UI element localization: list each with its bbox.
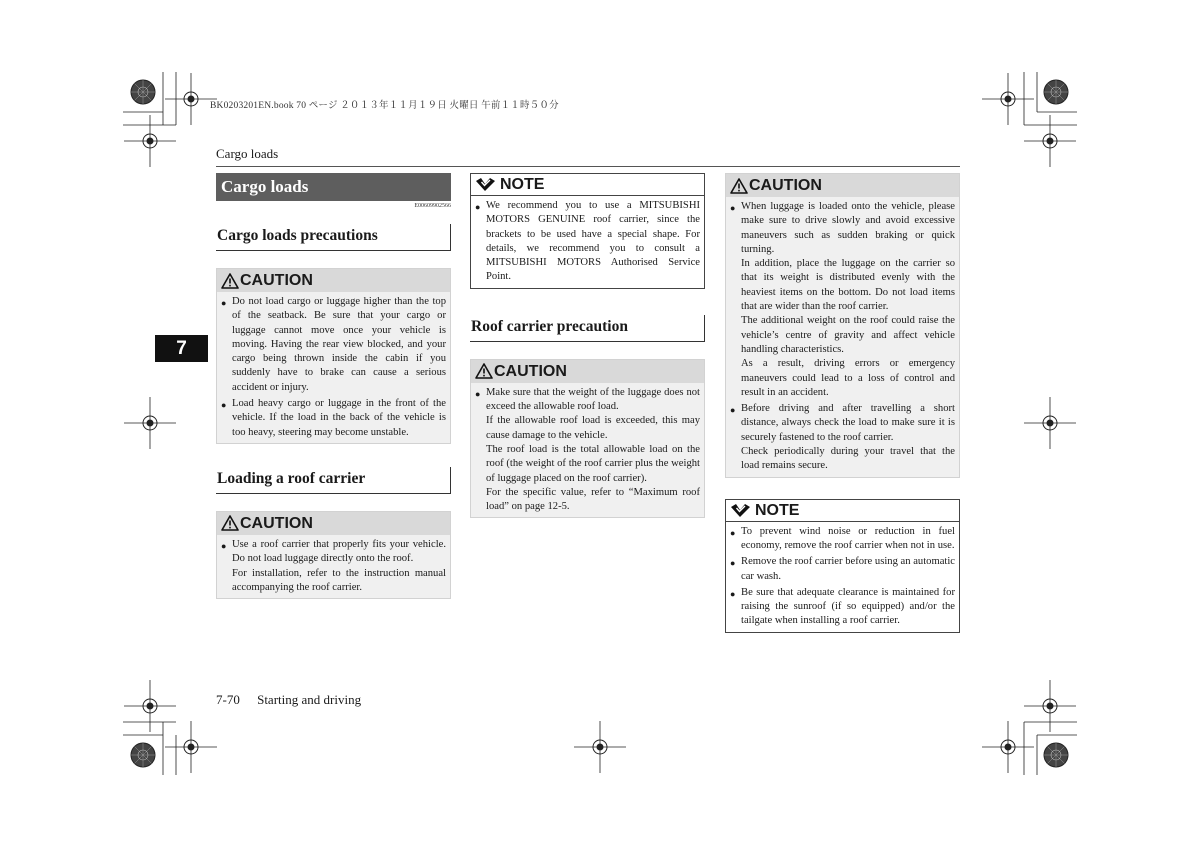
reference-code: E00609902566 [414, 203, 451, 209]
item-text: In addition, place the luggage on the carrier so that its weight is distributed evenly with the heaviest items on the bottom. Do not load items that are wider than the roof carrier. [741, 258, 955, 313]
item-text: Do not load cargo or luggage higher than the top of the seatback. Be sure that your cargo or luggage cannot move once your vehicle is moving. Having the rear view blocked, and your cargo being thrown inside the cabin if you suddenly have to brake can cause a serious accident or injury. [232, 296, 446, 393]
caution-header [217, 512, 450, 535]
caution-box-cargo [216, 268, 451, 444]
item-text: Check periodically during your travel that the load remains secure. [741, 446, 955, 472]
note-check-icon [475, 177, 496, 192]
subheading-loading-roof-carrier: Loading a roof carrier [216, 467, 451, 494]
warning-triangle-icon [221, 515, 239, 531]
item-text: For the specific value, refer to “Maximum roof load” on page 12-5. [486, 486, 700, 513]
warning-triangle-icon [221, 273, 239, 289]
list-item [475, 386, 700, 515]
bullet-icon: ● [730, 527, 736, 538]
page-footer [216, 692, 361, 708]
list-item [475, 199, 700, 285]
warning-triangle-icon [475, 363, 493, 379]
note-check-icon [730, 503, 751, 518]
caution-label: CAUTION [240, 272, 313, 289]
item-text: As a result, driving errors or emergency maneuvers could lead to a loss of control and result in an accident. [741, 358, 955, 398]
caution-body [217, 535, 450, 598]
caution-label: CAUTION [494, 362, 567, 380]
caution-body [217, 292, 450, 443]
item-text: Make sure that the weight of the luggage does not exceed the allowable roof load. [486, 386, 700, 413]
caution-body [471, 383, 704, 518]
item-text: For installation, refer to the instruction manual accompanying the roof carrier. [232, 567, 446, 593]
warning-triangle-icon [730, 178, 748, 194]
item-text: Remove the roof carrier before using an automatic car wash. [741, 556, 955, 582]
subheading-cargo-loads-precautions: Cargo loads precautions [216, 224, 451, 251]
note-body [726, 522, 959, 632]
caution-header [726, 174, 959, 197]
chapter-tab [155, 335, 208, 362]
caution-label: CAUTION [749, 177, 822, 194]
list-item [221, 538, 446, 595]
caution-box-driving-with-load [725, 173, 960, 478]
note-header [726, 500, 959, 522]
item-text: To prevent wind noise or reduction in fuel economy, remove the roof carrier when not in use. [741, 525, 955, 551]
caution-header [217, 269, 450, 292]
chapter-name: Starting and driving [257, 692, 362, 707]
bullet-icon: ● [221, 540, 227, 551]
item-text: Before driving and after travelling a short distance, always check the load to make sure it is securely fastened to the roof carrier. [741, 403, 955, 443]
item-text: If the allowable roof load is exceeded, this may cause damage to the vehicle. [486, 415, 700, 441]
item-text: The roof load is the total allowable load on the roof (the weight of the roof carrier plus the weight of luggage placed on the roof carrier). [486, 443, 700, 484]
list-item [730, 555, 955, 584]
note-label: NOTE [500, 176, 545, 193]
item-text: The additional weight on the roof could raise the vehicle’s centre of gravity and affect vehicle handling characteristics. [741, 315, 955, 355]
middle-column [470, 173, 705, 518]
list-item [730, 586, 955, 629]
right-column [725, 173, 960, 633]
bullet-icon: ● [475, 202, 481, 212]
bullet-icon: ● [730, 203, 736, 213]
print-job-header: BK0203201EN.book 70 ページ ２０１３年１１月１９日 火曜日 午前１１時５０分 [210, 101, 559, 111]
bullet-icon: ● [221, 298, 227, 308]
subheading-roof-carrier-precaution: Roof carrier precaution [470, 315, 705, 342]
note-box-genuine-carrier [470, 173, 705, 289]
item-text: Use a roof carrier that properly fits your vehicle. Do not load luggage directly onto the roof. [232, 538, 446, 565]
chapter-number: 7 [176, 337, 187, 359]
list-item [221, 397, 446, 440]
list-item [730, 200, 955, 400]
note-box-roof-carrier-tips [725, 499, 960, 633]
bullet-icon: ● [475, 388, 481, 399]
caution-box-roof-load [470, 359, 705, 519]
caution-header [471, 360, 704, 383]
bullet-icon: ● [730, 588, 736, 599]
left-column [216, 173, 451, 599]
note-header [471, 174, 704, 196]
item-text: Load heavy cargo or luggage in the front of the vehicle. If the load in the back of the vehicle is too heavy, steering may become unstable. [232, 398, 446, 438]
running-head: Cargo loads [216, 146, 279, 161]
caution-label: CAUTION [240, 514, 313, 532]
bullet-icon: ● [730, 558, 736, 569]
caution-box-roof-carrier-fit [216, 511, 451, 599]
bullet-icon: ● [221, 400, 227, 411]
note-body [471, 196, 704, 288]
list-item [221, 295, 446, 395]
item-text: Be sure that adequate clearance is maintained for raising the sunroof (if so equipped) and/or the tailgate when installing a roof carrier. [741, 586, 955, 627]
caution-body [726, 197, 959, 477]
bullet-icon: ● [730, 405, 736, 416]
running-head-rule [216, 166, 960, 167]
item-text: We recommend you to use a MITSUBISHI MOTORS GENUINE roof carrier, since the brackets to be used have a special shape. For details, we recommend you to consult a MITSUBISHI MOTORS Authorised Service Point. [486, 200, 700, 283]
page-number: 7-70 [216, 692, 240, 707]
list-item [730, 525, 955, 554]
note-label: NOTE [755, 501, 800, 519]
list-item [730, 402, 955, 473]
section-title: Cargo loads [216, 173, 451, 201]
item-text: When luggage is loaded onto the vehicle, please make sure to drive slowly and avoid excessive maneuvers such as sudden braking or quick turning. [741, 201, 955, 255]
